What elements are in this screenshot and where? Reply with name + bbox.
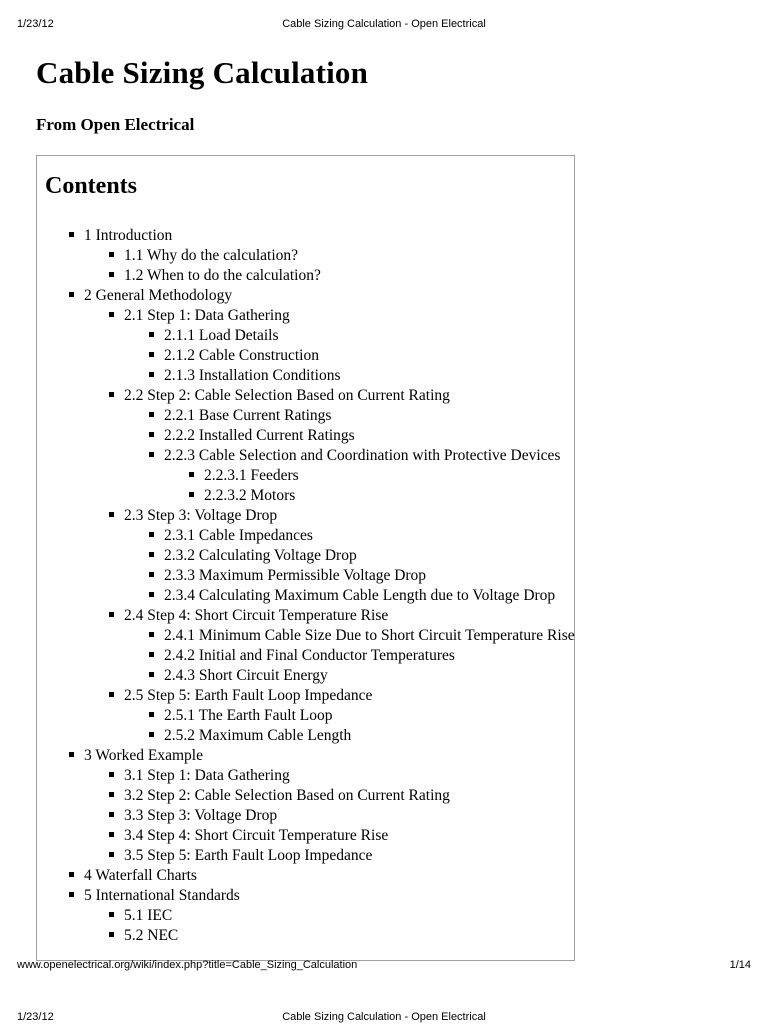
footer-url: www.openelectrical.org/wiki/index.php?title=Cable_Sizing_Calculation <box>17 959 358 971</box>
toc-item[interactable] <box>149 566 566 586</box>
toc-link[interactable]: 2.1.1 Load Details <box>164 327 279 344</box>
toc-link[interactable]: 2.2.3 Cable Selection and Coordination with Protective Devices <box>164 447 561 464</box>
toc-item[interactable] <box>69 886 566 906</box>
toc-link[interactable]: 3.3 Step 3: Voltage Drop <box>124 807 278 824</box>
toc-link[interactable]: 1.2 When to do the calculation? <box>124 267 321 284</box>
square-bullet-icon <box>149 412 154 417</box>
footer-page-number: 1/14 <box>729 959 751 971</box>
toc-item[interactable] <box>109 846 566 866</box>
site-subtitle: From Open Electrical <box>36 115 195 134</box>
square-bullet-icon <box>109 272 114 277</box>
square-bullet-icon <box>109 812 114 817</box>
toc-link[interactable]: 2.2 Step 2: Cable Selection Based on Current Rating <box>124 387 450 404</box>
toc-link[interactable]: 2.3.3 Maximum Permissible Voltage Drop <box>164 567 427 584</box>
toc-link[interactable]: 3.5 Step 5: Earth Fault Loop Impedance <box>124 847 373 864</box>
square-bullet-icon <box>69 292 74 297</box>
square-bullet-icon <box>149 332 154 337</box>
toc-item[interactable] <box>149 346 566 366</box>
print-footer <box>0 959 768 971</box>
square-bullet-icon <box>149 592 154 597</box>
toc-item[interactable] <box>109 386 566 406</box>
toc-item[interactable] <box>149 666 566 686</box>
square-bullet-icon <box>149 372 154 377</box>
toc-item[interactable] <box>149 646 566 666</box>
toc-link[interactable]: 5.2 NEC <box>124 927 179 944</box>
toc-item[interactable] <box>149 446 566 466</box>
toc-item[interactable] <box>149 586 566 606</box>
toc-link[interactable]: 2.3.2 Calculating Voltage Drop <box>164 547 357 564</box>
square-bullet-icon <box>109 932 114 937</box>
toc-link[interactable]: 2.2.3.1 Feeders <box>204 467 299 484</box>
toc-item[interactable] <box>109 766 566 786</box>
square-bullet-icon <box>109 512 114 517</box>
toc-link[interactable]: 2.1 Step 1: Data Gathering <box>124 307 290 324</box>
toc-link[interactable]: 2.4.1 Minimum Cable Size Due to Short Circuit Temperature Rise <box>164 627 575 644</box>
toc-item[interactable] <box>149 426 566 446</box>
toc-item[interactable] <box>109 786 566 806</box>
toc-link[interactable]: 2.2.3.2 Motors <box>204 487 296 504</box>
toc-link[interactable]: 3.2 Step 2: Cable Selection Based on Current Rating <box>124 787 450 804</box>
toc-link[interactable]: 2.4 Step 4: Short Circuit Temperature Rise <box>124 607 389 624</box>
print-doc-title: Cable Sizing Calculation - Open Electrical <box>282 18 486 30</box>
square-bullet-icon <box>109 772 114 777</box>
square-bullet-icon <box>109 852 114 857</box>
toc-link[interactable]: 2.5 Step 5: Earth Fault Loop Impedance <box>124 687 373 704</box>
toc-item[interactable] <box>149 726 566 746</box>
print-header <box>0 18 768 30</box>
square-bullet-icon <box>149 552 154 557</box>
toc-link[interactable]: 2.4.3 Short Circuit Energy <box>164 667 328 684</box>
print-date: 1/23/12 <box>17 18 54 30</box>
square-bullet-icon <box>149 732 154 737</box>
square-bullet-icon <box>109 392 114 397</box>
toc-item[interactable] <box>109 506 566 526</box>
toc-link[interactable]: 2.1.3 Installation Conditions <box>164 367 341 384</box>
toc-item[interactable] <box>109 686 566 706</box>
square-bullet-icon <box>109 832 114 837</box>
square-bullet-icon <box>69 232 74 237</box>
toc-link[interactable]: 3.1 Step 1: Data Gathering <box>124 767 290 784</box>
square-bullet-icon <box>149 352 154 357</box>
toc-item[interactable] <box>149 526 566 546</box>
toc-item[interactable] <box>189 466 566 486</box>
square-bullet-icon <box>109 312 114 317</box>
toc-item[interactable] <box>149 366 566 386</box>
toc-item[interactable] <box>149 626 575 646</box>
square-bullet-icon <box>109 252 114 257</box>
square-bullet-icon <box>149 532 154 537</box>
toc-link[interactable]: 2.3.1 Cable Impedances <box>164 527 313 544</box>
toc-item[interactable] <box>109 806 566 826</box>
square-bullet-icon <box>149 632 154 637</box>
toc-item[interactable] <box>149 546 566 566</box>
toc-item[interactable] <box>109 826 566 846</box>
toc-item[interactable] <box>189 486 566 506</box>
toc-item[interactable] <box>149 706 566 726</box>
toc-item[interactable] <box>109 906 566 926</box>
square-bullet-icon <box>109 792 114 797</box>
toc-link[interactable]: 2.4.2 Initial and Final Conductor Temperatures <box>164 647 455 664</box>
square-bullet-icon <box>109 912 114 917</box>
toc-item[interactable] <box>149 406 566 426</box>
toc-link[interactable]: 2.2.2 Installed Current Ratings <box>164 427 355 444</box>
page-title: Cable Sizing Calculation <box>36 55 369 90</box>
square-bullet-icon <box>149 572 154 577</box>
toc-link[interactable]: 2.1.2 Cable Construction <box>164 347 319 364</box>
toc-link[interactable]: 2.5.1 The Earth Fault Loop <box>164 707 333 724</box>
square-bullet-icon <box>189 472 194 477</box>
print-header-page2 <box>0 1011 768 1023</box>
toc-link[interactable]: 2.2.1 Base Current Ratings <box>164 407 332 424</box>
toc-link[interactable]: 4 Waterfall Charts <box>84 867 197 884</box>
print-date: 1/23/12 <box>17 1011 54 1023</box>
square-bullet-icon <box>149 432 154 437</box>
square-bullet-icon <box>149 712 154 717</box>
square-bullet-icon <box>69 872 74 877</box>
toc-link[interactable]: 2.3.4 Calculating Maximum Cable Length due to Voltage Drop <box>164 587 556 604</box>
toc-item[interactable] <box>109 606 566 626</box>
square-bullet-icon <box>69 752 74 757</box>
toc-item[interactable] <box>149 326 566 346</box>
contents-box <box>36 155 575 961</box>
toc-link[interactable]: 2 General Methodology <box>84 287 233 304</box>
toc-item[interactable] <box>109 266 566 286</box>
toc-item[interactable] <box>69 226 566 246</box>
square-bullet-icon <box>149 452 154 457</box>
toc-item[interactable] <box>69 286 566 306</box>
toc-link[interactable]: 3.4 Step 4: Short Circuit Temperature Rise <box>124 827 389 844</box>
square-bullet-icon <box>149 652 154 657</box>
contents-heading: Contents <box>45 173 138 199</box>
toc-item[interactable] <box>109 306 566 326</box>
toc-link[interactable]: 3 Worked Example <box>84 747 203 764</box>
table-of-contents <box>45 226 575 946</box>
toc-link[interactable]: 5 International Standards <box>84 887 240 904</box>
square-bullet-icon <box>109 612 114 617</box>
square-bullet-icon <box>69 892 74 897</box>
toc-link[interactable]: 1.1 Why do the calculation? <box>124 247 299 264</box>
toc-item[interactable] <box>69 866 566 886</box>
print-doc-title: Cable Sizing Calculation - Open Electrical <box>282 1011 486 1023</box>
toc-link[interactable]: 2.3 Step 3: Voltage Drop <box>124 507 278 524</box>
square-bullet-icon <box>189 492 194 497</box>
toc-item[interactable] <box>69 746 566 766</box>
square-bullet-icon <box>149 672 154 677</box>
toc-item[interactable] <box>109 246 566 266</box>
square-bullet-icon <box>109 692 114 697</box>
toc-link[interactable]: 2.5.2 Maximum Cable Length <box>164 727 352 744</box>
toc-item[interactable] <box>109 926 566 946</box>
toc-link[interactable]: 5.1 IEC <box>124 907 173 924</box>
toc-link[interactable]: 1 Introduction <box>84 227 173 244</box>
